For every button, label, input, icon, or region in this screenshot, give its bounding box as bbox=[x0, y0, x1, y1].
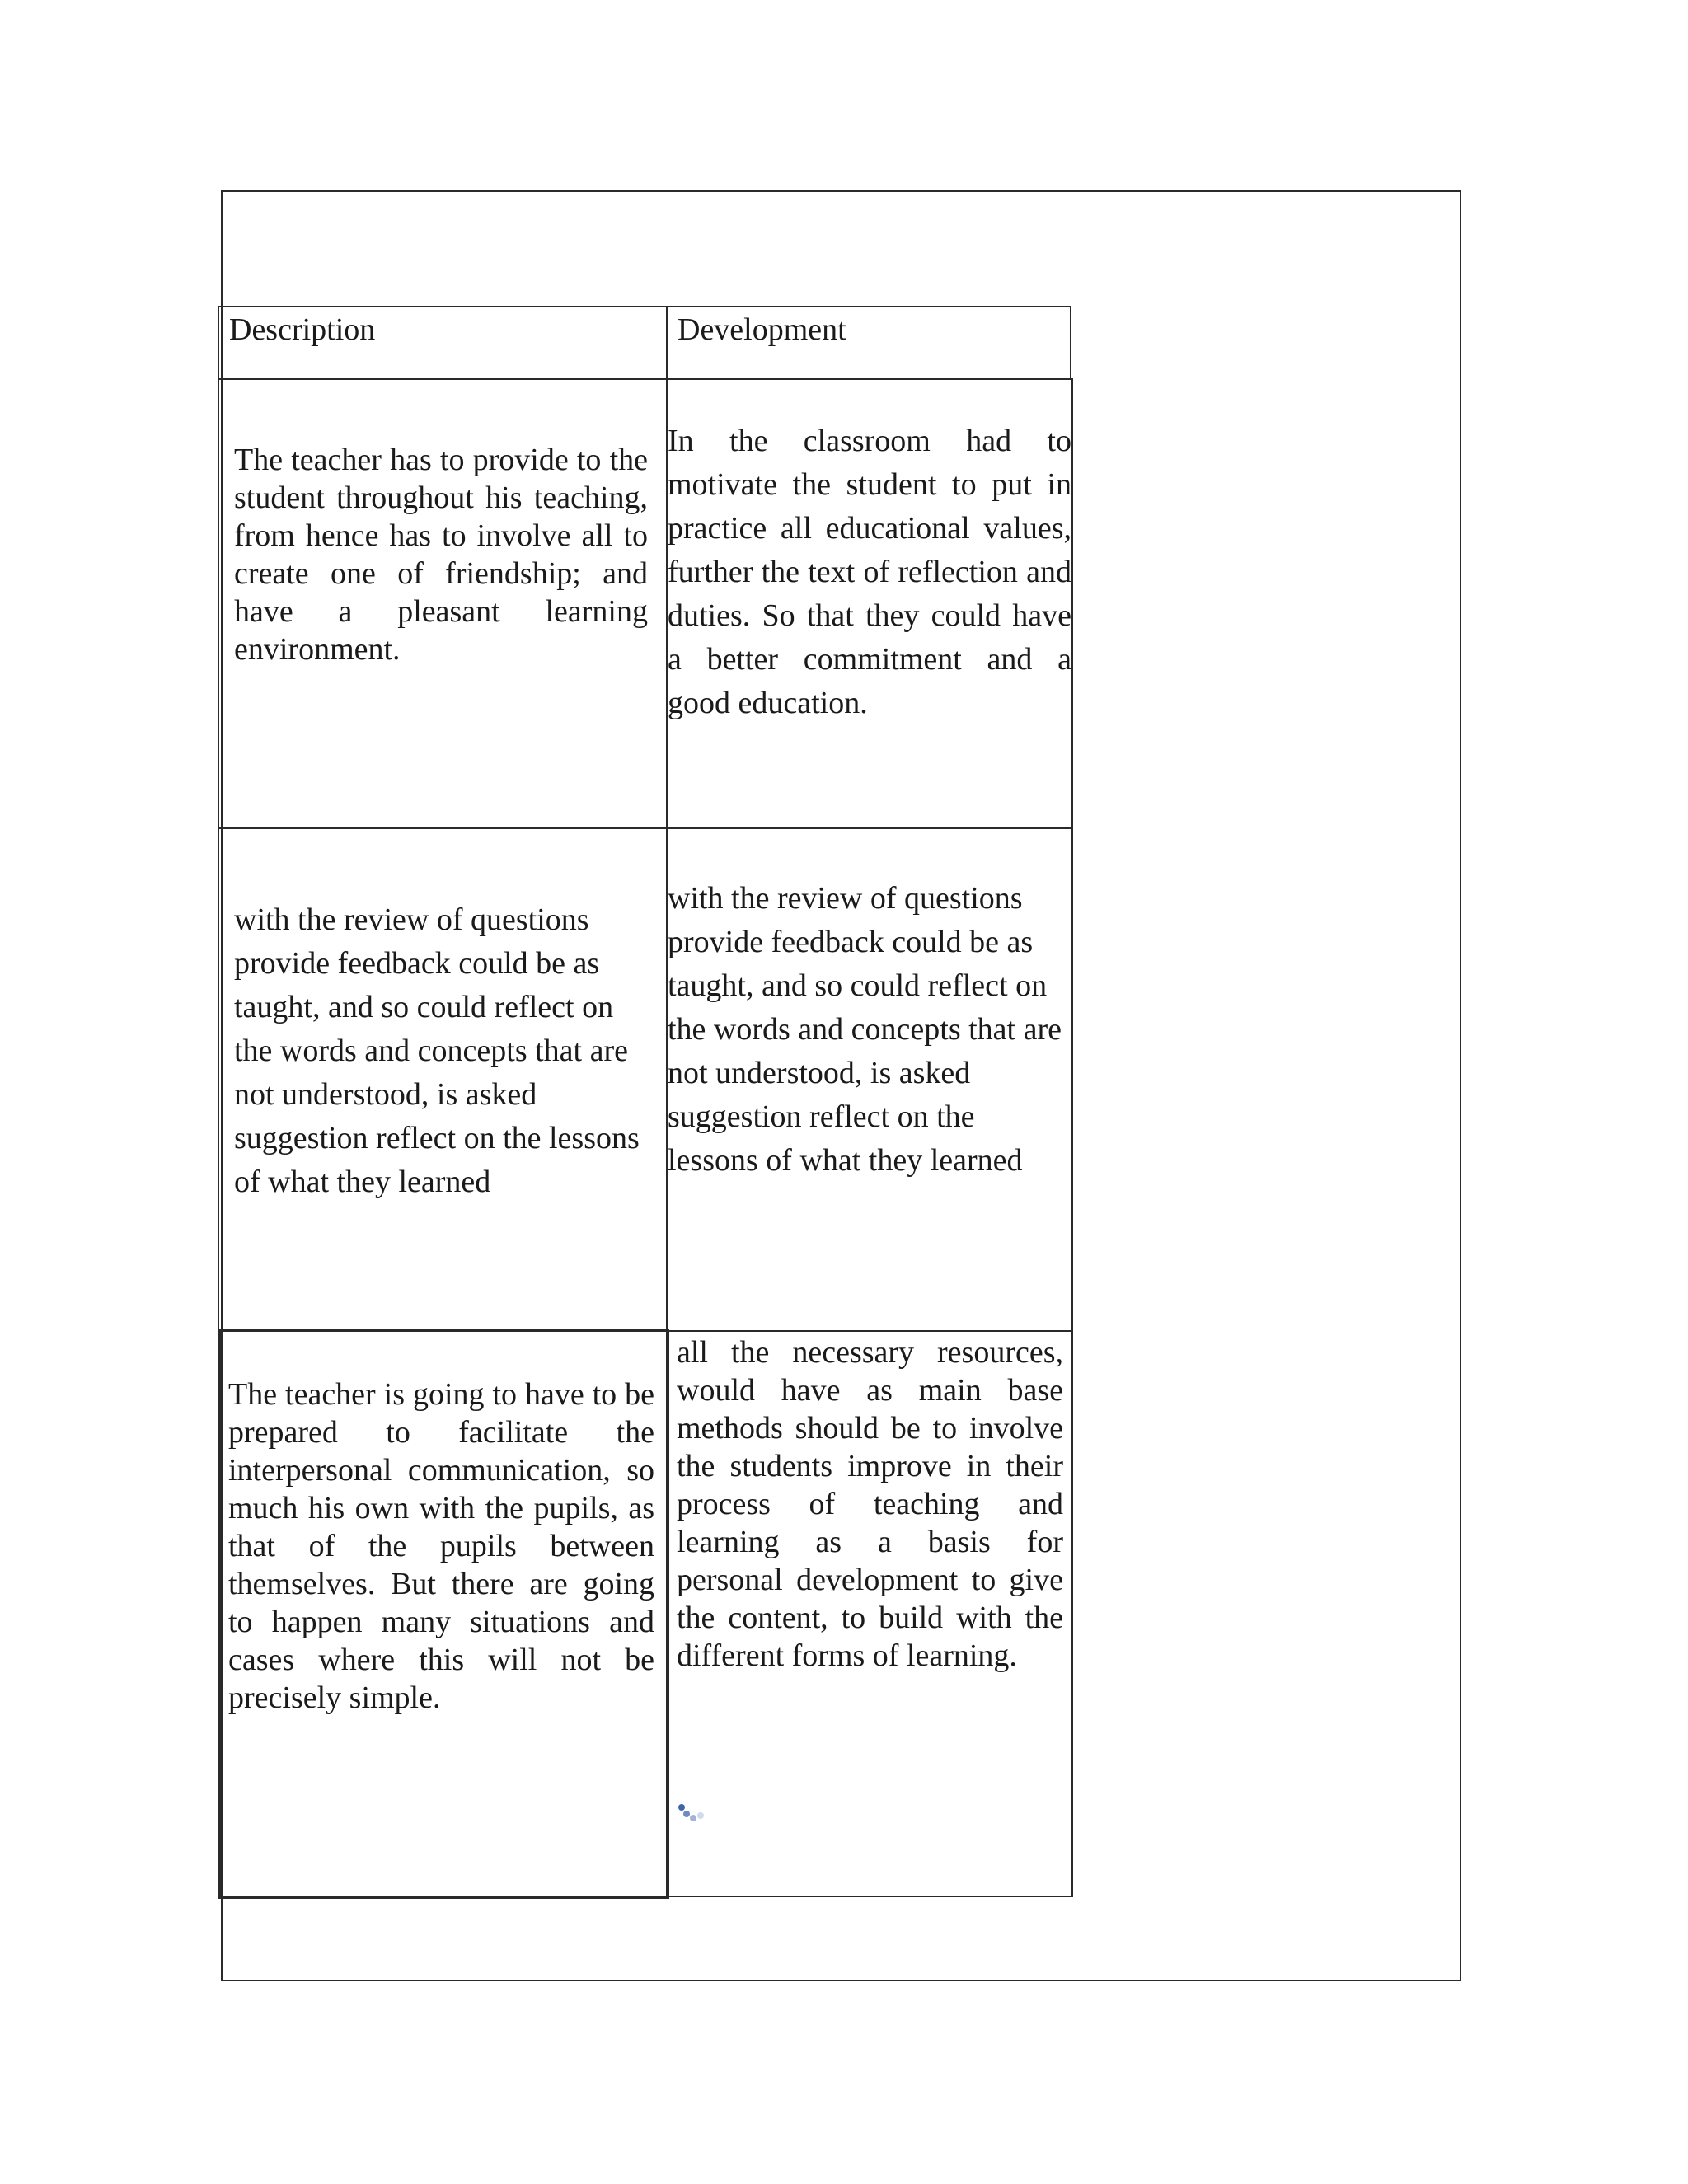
row-3-development: all the necessary resources, would have as main base methods should be to involve the students improve in their process of teaching and learning as a basis for personal development to give the content, to build with the different forms of learning. bbox=[666, 1330, 1073, 1897]
row-1-development: In the classroom had to motivate the student to put in practice all educational values, further the text of reflection and duties. So that they could have a better commitment and a good education. bbox=[666, 378, 1073, 829]
row-3-description: The teacher is going to have to be prepared to facilitate the interpersonal communication, so much his own with the pupils, as that of the pupils between themselves. But there are going to happen many situations and cases where this will not be precisely simple. bbox=[219, 1330, 668, 1897]
header-development: Development bbox=[666, 306, 1071, 380]
row-1-description: The teacher has to provide to the student throughout his teaching, from hence has to involve all to create one of friendship; and have a pleasant learning environment. bbox=[218, 378, 668, 829]
row-2-development: with the review of questions provide feedback could be as taught, and so could reflect on the words and concepts that are not understood, is asked suggestion reflect on the lessons of what they learned bbox=[666, 827, 1073, 1332]
row-2-description: with the review of questions provide feedback could be as taught, and so could reflect on the words and concepts that are not understood, is asked suggestion reflect on the lessons of what they learned bbox=[218, 827, 668, 1332]
loading-spinner-icon bbox=[678, 1803, 709, 1825]
header-description: Description bbox=[218, 306, 668, 380]
